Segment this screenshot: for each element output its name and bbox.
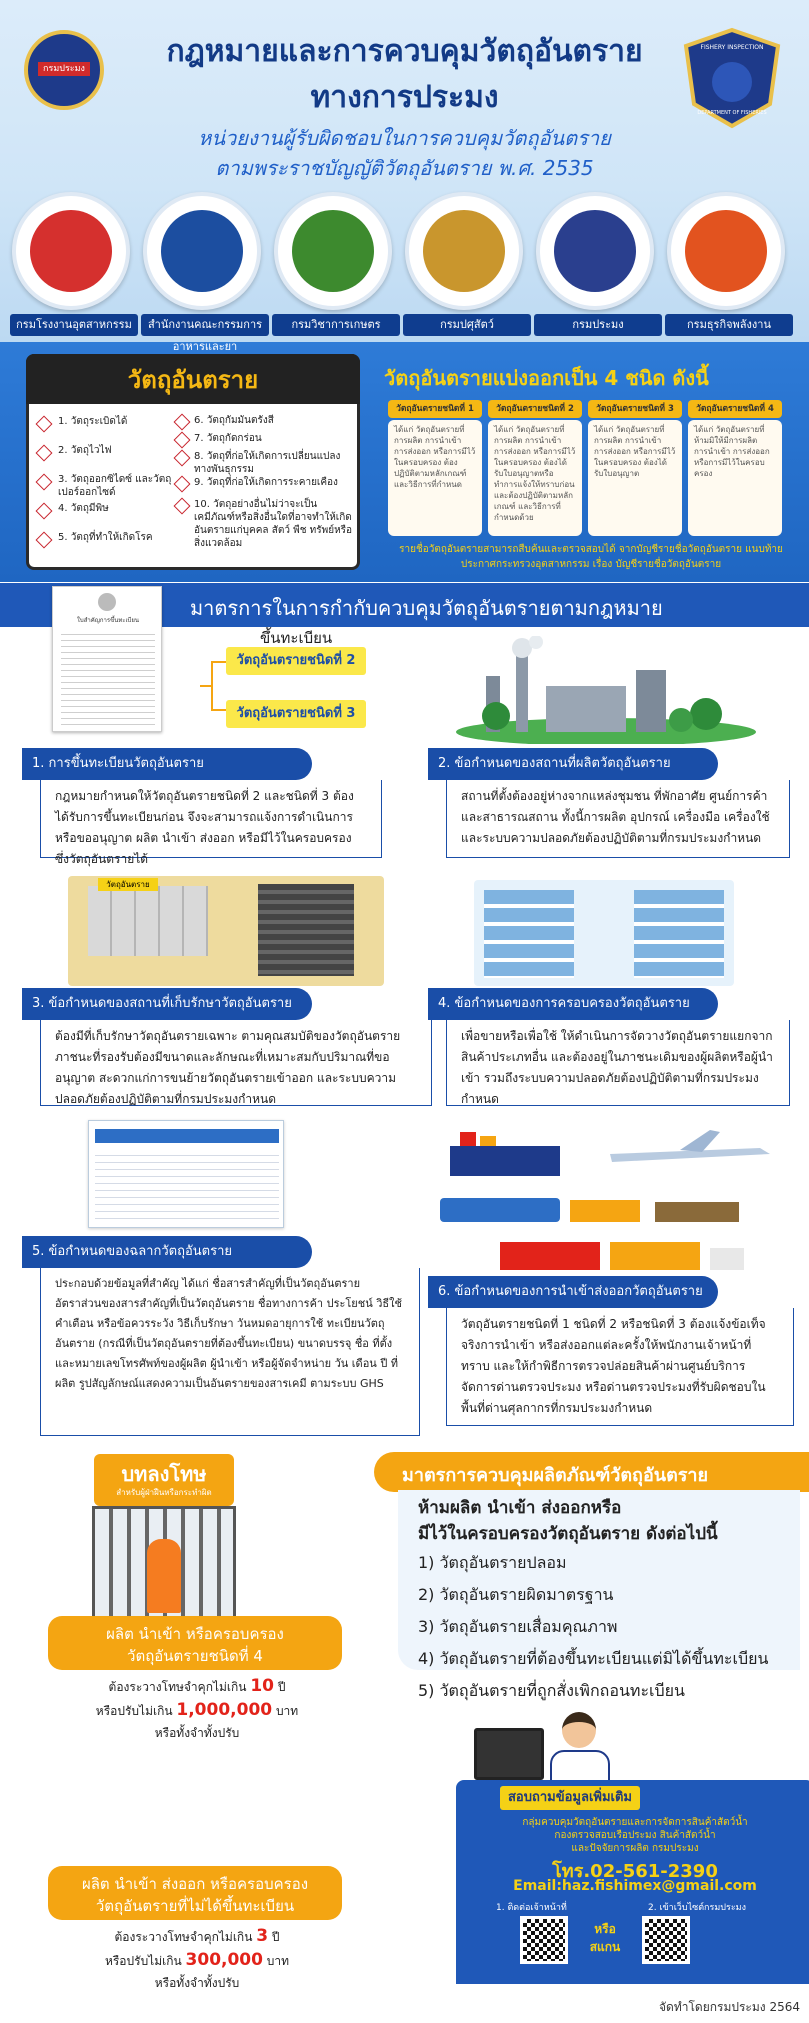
label-lines	[95, 1149, 279, 1221]
contact-scan: สแกน	[589, 1940, 621, 1954]
penalty-line-3: หรือทั้งจำทั้งปรับ	[154, 1976, 240, 1990]
hazard-type-tab: วัตถุอันตรายชนิดที่ 3	[588, 400, 682, 418]
product-list-item: 4) วัตถุอันตรายที่ต้องขึ้นทะเบียนแต่มิได้ขึ้นทะเบียน	[418, 1649, 769, 1668]
measure-section-title: 6. ข้อกำหนดของการนำเข้าส่งออกวัตถุอันตราย	[428, 1276, 718, 1308]
hazard-class-item: 8. วัตถุที่ก่อให้เกิดการเปลี่ยนแปลงทางพันธุกรรม	[194, 451, 341, 475]
agency-label: กรมวิชาการเกษตร	[272, 314, 400, 336]
measure-section-body: วัตถุอันตรายชนิดที่ 1 ชนิดที่ 2 หรือชนิดที่ 3 ต้องแจ้งข้อเท็จจริงการนำเข้า หรือส่งออกแต่ละครั้งให้พนักงานเจ้าหน้าที่ทราบ และให้กำพิธีการตรวจปล่อยสินค้าผ่านศูนย์บริการจัดการด่านตรวจประมง หรือด่านตรวจประมงที่รับผิดชอบในพื้นที่ด่านศุลกากรที่กรมประมงกำหนด	[446, 1308, 794, 1426]
penalty-title: บทลงโทษ	[121, 1462, 207, 1486]
penalty-box-head-2: วัตถุอันตรายที่ไม่ได้ขึ้นทะเบียน	[95, 1897, 295, 1915]
penalty-years: 10	[250, 1676, 274, 1696]
penalty-years: 3	[256, 1926, 269, 1946]
footer-credit: จัดทำโดยกรมประมง 2564	[659, 2000, 800, 2014]
contact-org-1: กลุ่มควบคุมวัตถุอันตรายและการจัดการสินค้าสัตว์น้ำ	[522, 1817, 748, 1828]
agency-logo	[274, 192, 392, 310]
roller-door	[258, 884, 354, 976]
measure-section-title: 5. ข้อกำหนดของฉลากวัตถุอันตราย	[22, 1236, 312, 1268]
measures-title: มาตรการในการกำกับควบคุมวัตถุอันตรายตามกฎหมาย	[190, 596, 663, 620]
penalty-line-1	[72, 1926, 322, 1947]
hazard-class-item: 3. วัตถุออกซิไดซ์ และวัตถุเปอร์ออกไซด์	[58, 474, 172, 498]
qr-label-2: 2. เข้าเว็บไซต์กรมประมง	[648, 1903, 746, 1913]
hazard-class-item: 1. วัตถุระเบิดได้	[58, 416, 128, 427]
product-label-image	[88, 1120, 284, 1228]
hazard-type-card: ได้แก่ วัตถุอันตรายที่การผลิต การนำเข้า การส่งออก หรือการมีไว้ในครอบครอง ต้องปฏิบัติตามหลักเกณฑ์และวิธีการที่กำหนด	[388, 420, 482, 536]
label-header	[95, 1129, 279, 1143]
contact-title: สอบถามข้อมูลเพิ่มเติม	[500, 1786, 640, 1810]
agency-logo	[536, 192, 654, 310]
officer-head	[562, 1712, 596, 1748]
penalty-box-head-2: วัตถุอันตรายชนิดที่ 4	[127, 1647, 263, 1665]
register-type-3: วัตถุอันตรายชนิดที่ 3	[226, 700, 366, 728]
measure-section-title: 3. ข้อกำหนดของสถานที่เก็บรักษาวัตถุอันตราย	[22, 988, 312, 1020]
penalty-fine-label: หรือปรับไม่เกิน	[104, 1954, 182, 1968]
document-lines	[61, 629, 155, 725]
agency-emblem-icon	[423, 210, 505, 292]
storage-shelf	[88, 886, 208, 956]
measure-section-title: 4. ข้อกำหนดของการครอบครองวัตถุอันตราย	[428, 988, 718, 1020]
penalty-subtitle: สำหรับผู้ฝ่าฝืนหรือกระทำผิด	[116, 1488, 212, 1497]
hazard-class-item: 4. วัตถุมีพิษ	[58, 503, 109, 514]
agency-emblem-icon	[292, 210, 374, 292]
agency-emblem-icon	[161, 210, 243, 292]
measure-section-body: สถานที่ตั้งต้องอยู่ห่างจากแหล่งชุมชน ที่พักอาศัย ศูนย์การค้า และสาธารณสถาน ทั้งนี้การผลิต อุปกรณ์ เครื่องมือ เครื่องใช้ และระบบความปลอดภัยต้องปฏิบัติตามที่กรมประมงกำหนด	[446, 780, 790, 858]
penalty-baht-unit: บาท	[266, 1954, 290, 1968]
badge-text: FISHERY INSPECTION	[700, 44, 764, 51]
products-intro-1: ห้ามผลิต นำเข้า ส่งออกหรือ	[418, 1498, 622, 1518]
hazard-class-item: 10. วัตถุอย่างอื่นไม่ว่าจะเป็นเคมีภัณฑ์หรือสิ่งอื่นใดที่อาจทำให้เกิดอันตรายแก่บุคคล สัตว์ พืช ทรัพย์หรือสิ่งแวดล้อม	[194, 499, 353, 549]
seal-text: กรมประมง	[38, 62, 90, 76]
contact-email[interactable]: Email:haz.fishimex@gmail.com	[513, 1878, 757, 1894]
register-type-2: วัตถุอันตรายชนิดที่ 2	[226, 647, 366, 675]
agency-emblem-icon	[30, 210, 112, 292]
hazard-type-tab: วัตถุอันตรายชนิดที่ 4	[688, 400, 782, 418]
penalty-box-head-1: ผลิต นำเข้า หรือครอบครอง	[106, 1625, 284, 1643]
agency-label: กรมธุรกิจพลังงาน	[665, 314, 793, 336]
hazard-type-tab: วัตถุอันตรายชนิดที่ 2	[488, 400, 582, 418]
register-label: ขึ้นทะเบียน	[260, 629, 333, 647]
measure-section-body: ต้องมีที่เก็บรักษาวัตถุอันตรายเฉพาะ ตามคุณสมบัติของวัตถุอันตราย ภาชนะที่รองรับต้องมีขนาดและลักษณะที่เหมาะสมกับปริมาณที่ขออนุญาต สะดวกแก่การขนย้ายวัตถุอันตรายเข้าออก และระบบความปลอดภัยต้องปฏิบัติตามที่กรมประมงกำหนด	[40, 1020, 432, 1106]
product-list-item: 2) วัตถุอันตรายผิดมาตรฐาน	[418, 1585, 614, 1604]
agency-emblem-icon	[685, 210, 767, 292]
penalty-line-3: หรือทั้งจำทั้งปรับ	[154, 1726, 240, 1740]
factory-illustration	[456, 636, 756, 744]
measure-section-title: 1. การขึ้นทะเบียนวัตถุอันตราย	[22, 748, 312, 780]
penalty-line-2	[72, 1950, 322, 1971]
shelf-left	[484, 890, 574, 978]
hazard-type-tab: วัตถุอันตรายชนิดที่ 1	[388, 400, 482, 418]
penalty-fine-label: หรือปรับไม่เกิน	[95, 1704, 173, 1718]
hazard-class-item: 9. วัตถุที่ก่อให้เกิดการระคายเคือง	[194, 477, 338, 488]
agency-label: กรมปศุสัตว์	[403, 314, 531, 336]
contact-org-3: และปัจจัยการผลิต กรมประมง	[571, 1843, 699, 1854]
hazard-class-item: 5. วัตถุที่ทำให้เกิดโรค	[58, 532, 153, 543]
agency-label: กรมโรงงานอุตสาหกรรม	[10, 314, 138, 336]
store-shelf-illustration	[474, 880, 734, 986]
warehouse-sign: วัตถุอันตราย	[98, 878, 158, 891]
products-intro-2: มีไว้ในครอบครองวัตถุอันตราย ดังต่อไปนี้	[418, 1524, 718, 1544]
hazard-class-item: 6. วัตถุกัมมันตรังสี	[194, 415, 274, 426]
prisoner-figure	[147, 1539, 181, 1613]
title-line-2: ทางการประมง	[310, 80, 499, 115]
product-list-item: 3) วัตถุอันตรายเสื่อมคุณภาพ	[418, 1617, 618, 1636]
penalty-year-unit: ปี	[277, 1680, 286, 1694]
hazard-class-title: วัตถุอันตราย	[127, 366, 259, 394]
types-heading: วัตถุอันตรายแบ่งออกเป็น 4 ชนิด ดังนี้	[384, 366, 709, 390]
subtitle-line-1: หน่วยงานผู้รับผิดชอบในการควบคุมวัตถุอันตราย	[198, 126, 611, 150]
subtitle-line-2: ตามพระราชบัญญัติวัตถุอันตราย พ.ศ. 2535	[215, 156, 594, 180]
hazard-class-item: 2. วัตถุไวไฟ	[58, 445, 112, 456]
computer-illustration	[474, 1728, 544, 1780]
measure-section-body: กฎหมายกำหนดให้วัตถุอันตรายชนิดที่ 2 และชนิดที่ 3 ต้องได้รับการขึ้นทะเบียนก่อน จึงจะสามารถแจ้งการดำเนินการ หรือขออนุญาต ผลิต นำเข้า ส่งออก หรือมีไว้ในครอบครอง ซึ่งวัตถุอันตรายได้	[40, 780, 382, 858]
measure-section-title: 2. ข้อกำหนดของสถานที่ผลิตวัตถุอันตราย	[428, 748, 718, 780]
qr-label-1: 1. ติดต่อเจ้าหน้าที่	[496, 1903, 567, 1913]
agency-logo	[405, 192, 523, 310]
penalty-fine: 300,000	[185, 1950, 263, 1970]
penalty-year-unit: ปี	[271, 1930, 280, 1944]
hazard-type-card: ได้แก่ วัตถุอันตรายที่ห้ามมิให้มีการผลิต การนำเข้า การส่งออก หรือการมีไว้ในครอบครอง	[688, 420, 782, 536]
penalty-line-2	[72, 1700, 322, 1721]
penalty-box-head-1: ผลิต นำเข้า ส่งออก หรือครอบครอง	[81, 1875, 309, 1893]
badge-subtext: DEPARTMENT OF FISHERIES	[697, 110, 767, 116]
agency-logo	[12, 192, 130, 310]
hazard-note: รายชื่อวัตถุอันตรายสามารถสืบค้นและตรวจสอบได้ จากบัญชีรายชื่อวัตถุอันตราย แนบท้ายประกาศกระทรวงอุตสาหกรรม เรื่อง บัญชีรายชื่อวัตถุอันตราย	[399, 544, 783, 570]
agency-logo	[143, 192, 261, 310]
contact-or: หรือ	[594, 1922, 616, 1936]
shelf-right	[634, 890, 724, 978]
contact-org-2: กองตรวจสอบเรือประมง สินค้าสัตว์น้ำ	[554, 1830, 716, 1841]
measure-section-body: ประกอบด้วยข้อมูลที่สำคัญ ได้แก่ ชื่อสารสำคัญที่เป็นวัตถุอันตราย อัตราส่วนของสารสำคัญที่เป็นวัตถุอันตราย ชื่อทางการค้า ประโยชน์ วิธีใช้ คำเตือน หรือข้อควรระวัง วิธีเก็บรักษา วันหมดอายุการใช้ ทะเบียนวัตถุอันตราย (กรณีที่เป็นวัตถุอันตรายที่ต้องขึ้นทะเบียน) ขนาดบรรจุ ชื่อ ที่ตั้ง และหมายเลขโทรศัพท์ของผู้ผลิต ผู้นำเข้า หรือผู้จัดจำหน่าย วัน เดือน ปี ที่ผลิต รูปสัญลักษณ์แสดงความเป็นอันตรายของสารเคมี ตามระบบ GHS	[40, 1268, 420, 1436]
product-list-item: 5) วัตถุอันตรายที่ถูกสั่งเพิกถอนทะเบียน	[418, 1681, 685, 1700]
qr-code-2[interactable]	[642, 1916, 690, 1964]
document-label: ใบสำคัญการขึ้นทะเบียน	[77, 617, 139, 624]
hazard-class-header	[26, 354, 360, 404]
registration-document-image	[52, 586, 162, 732]
garuda-emblem-icon	[98, 593, 116, 611]
penalty-prison-label: ต้องระวางโทษจำคุกไม่เกิน	[114, 1930, 253, 1944]
title-line-1: กฎหมายและการควบคุมวัตถุอันตราย	[166, 34, 643, 69]
transport-illustration	[440, 1124, 780, 1276]
jail-illustration	[92, 1506, 236, 1622]
contact-phone[interactable]: โทร.02-561-2390	[552, 1861, 718, 1882]
penalty-prison-label: ต้องระวางโทษจำคุกไม่เกิน	[108, 1680, 247, 1694]
qr-code-1[interactable]	[520, 1916, 568, 1964]
agency-label: สำนักงานคณะกรรมการอาหารและยา	[141, 314, 269, 336]
warehouse-illustration	[68, 876, 384, 986]
agency-label: กรมประมง	[534, 314, 662, 336]
agency-emblem-icon	[554, 210, 636, 292]
hazard-type-card: ได้แก่ วัตถุอันตรายที่การผลิต การนำเข้า การส่งออก หรือการมีไว้ในครอบครอง ต้องได้รับใบอนุญาต	[588, 420, 682, 536]
hazard-class-item: 7. วัตถุกัดกร่อน	[194, 433, 262, 444]
products-title: มาตรการควบคุมผลิตภัณฑ์วัตถุอันตราย	[402, 1465, 709, 1486]
penalty-baht-unit: บาท	[275, 1704, 299, 1718]
hazard-type-card: ได้แก่ วัตถุอันตรายที่การผลิต การนำเข้า การส่งออก หรือการมีไว้ในครอบครอง ต้องได้รับใบอนุญาตหรือทำการแจ้งให้ทราบก่อน และต้องปฏิบัติตามหลักเกณฑ์ และวิธีการที่กำหนดด้วย	[488, 420, 582, 536]
product-list-item: 1) วัตถุอันตรายปลอม	[418, 1553, 567, 1572]
penalty-fine: 1,000,000	[176, 1700, 273, 1720]
agency-logo	[667, 192, 785, 310]
penalty-line-1	[72, 1676, 322, 1697]
measure-section-body: เพื่อขายหรือเพื่อใช้ ให้ดำเนินการจัดวางวัตถุอันตรายแยกจากสินค้าประเภทอื่น และต้องอยู่ในภาชนะเดิมของผู้ผลิตหรือผู้นำเข้า รวมถึงระบบความปลอดภัยต้องปฏิบัติตามที่กรมประมงกำหนด	[446, 1020, 790, 1106]
